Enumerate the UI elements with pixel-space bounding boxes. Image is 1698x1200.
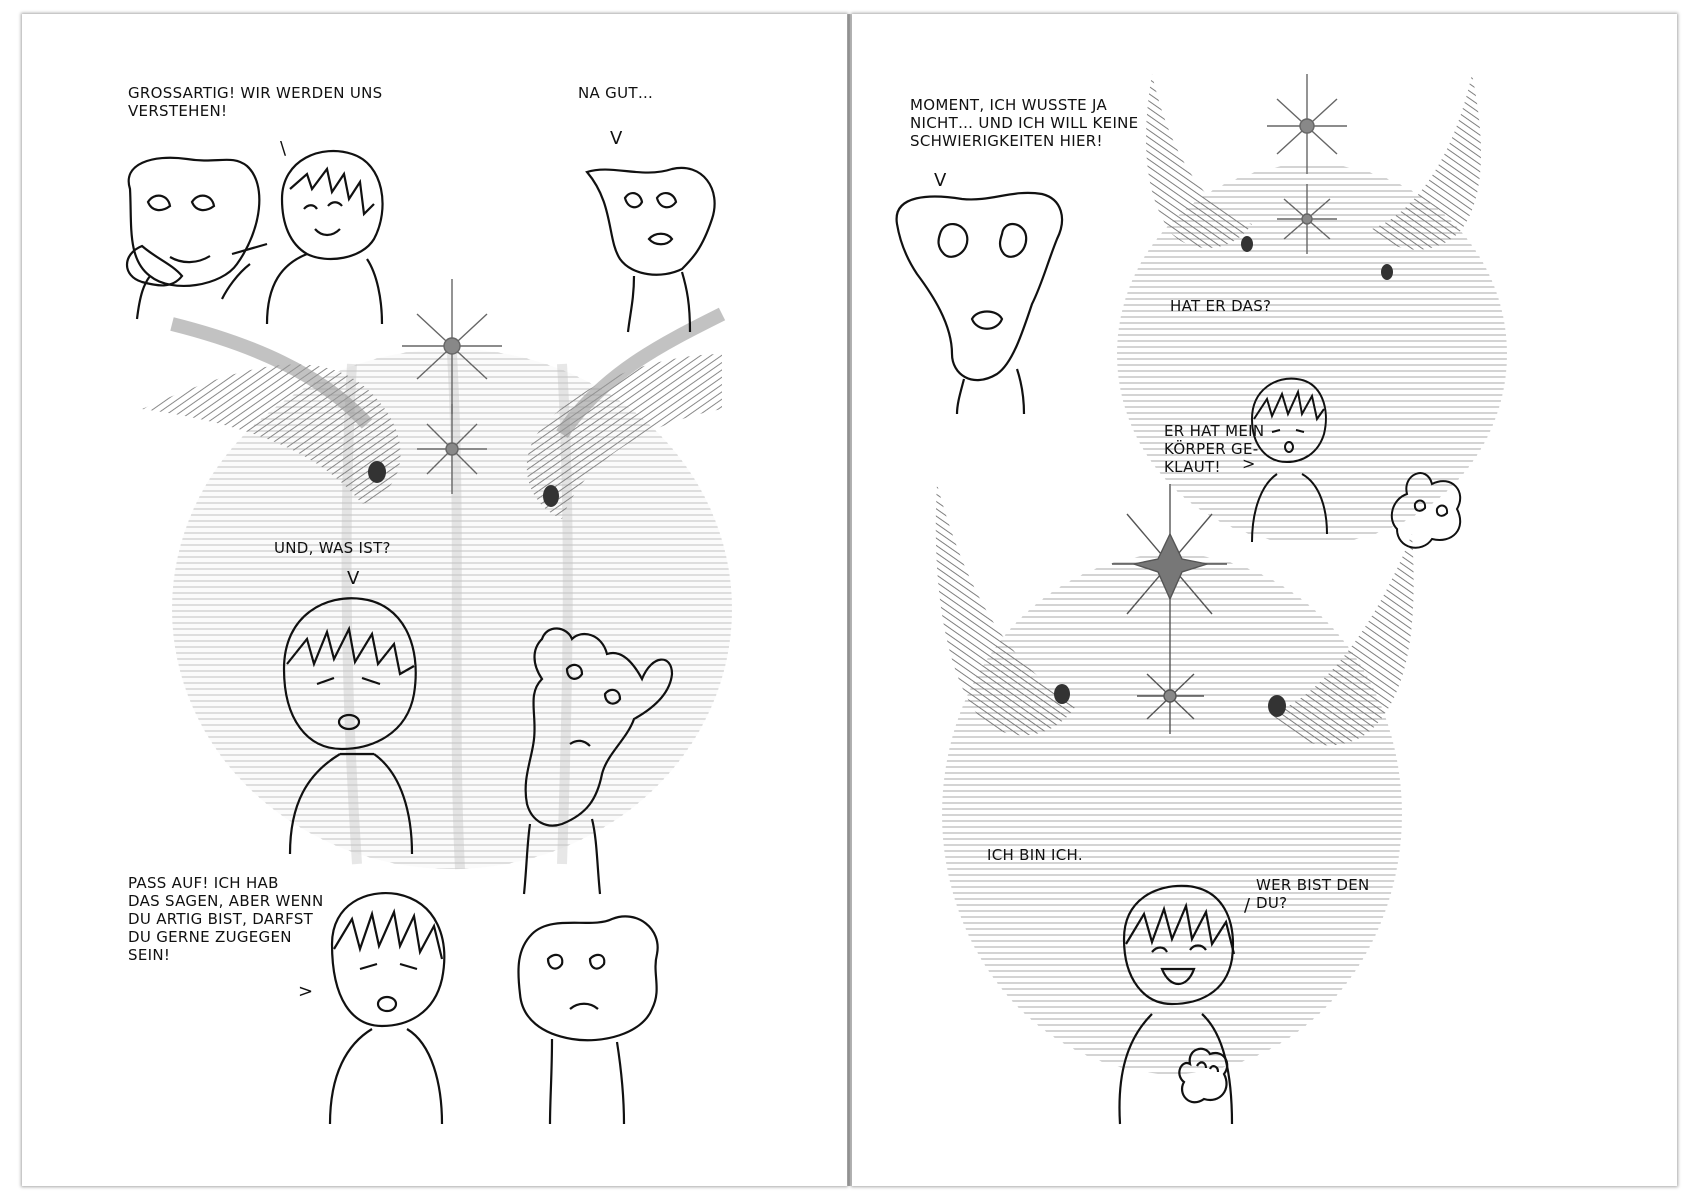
speech-tail: V [610,128,623,149]
character-blob-hugging [127,158,259,319]
left-page-artwork [22,14,847,1186]
character-blob-worried [897,193,1062,414]
speech-tail: > [298,981,314,1002]
speech-bubble-text: NA GUT… [578,84,654,102]
speech-tail: > [1242,454,1256,473]
speech-tail: V [934,170,947,191]
hatched-orb-large [936,484,1414,1074]
speech-bubble-text: GROSSARTIG! WIR WERDEN UNS VERSTEHEN! [128,84,383,120]
character-blob-sad [587,168,715,332]
character-boy-angry [330,893,444,1124]
speech-bubble-text: WER BIST DEN DU? [1256,876,1370,912]
right-page [852,14,1677,1186]
speech-tail: / [1244,895,1251,916]
speech-bubble-text: MOMENT, ICH WUSSTE JA NICHT… UND ICH WILL KEINE SCHWIERIGKEITEN HIER! [910,96,1139,150]
speech-bubble-text: HAT ER DAS? [1170,297,1272,315]
speech-bubble-text: ICH BIN ICH. [987,846,1083,864]
speech-tail: V [347,568,360,589]
speech-bubble-text: PASS AUF! ICH HAB DAS SAGEN, ABER WENN DU ARTIG BIST, DARFST DU GERNE ZUGEGEN SEIN! [128,874,324,964]
character-blob-grumpy [518,916,657,1124]
left-page [22,14,847,1186]
speech-bubble-text: UND, WAS IST? [274,539,391,557]
right-page-artwork [852,14,1677,1186]
speech-tail: \ [280,138,287,159]
speech-bubble-text: ER HAT MEIN KÖRPER GE- KLAUT! [1164,422,1265,476]
